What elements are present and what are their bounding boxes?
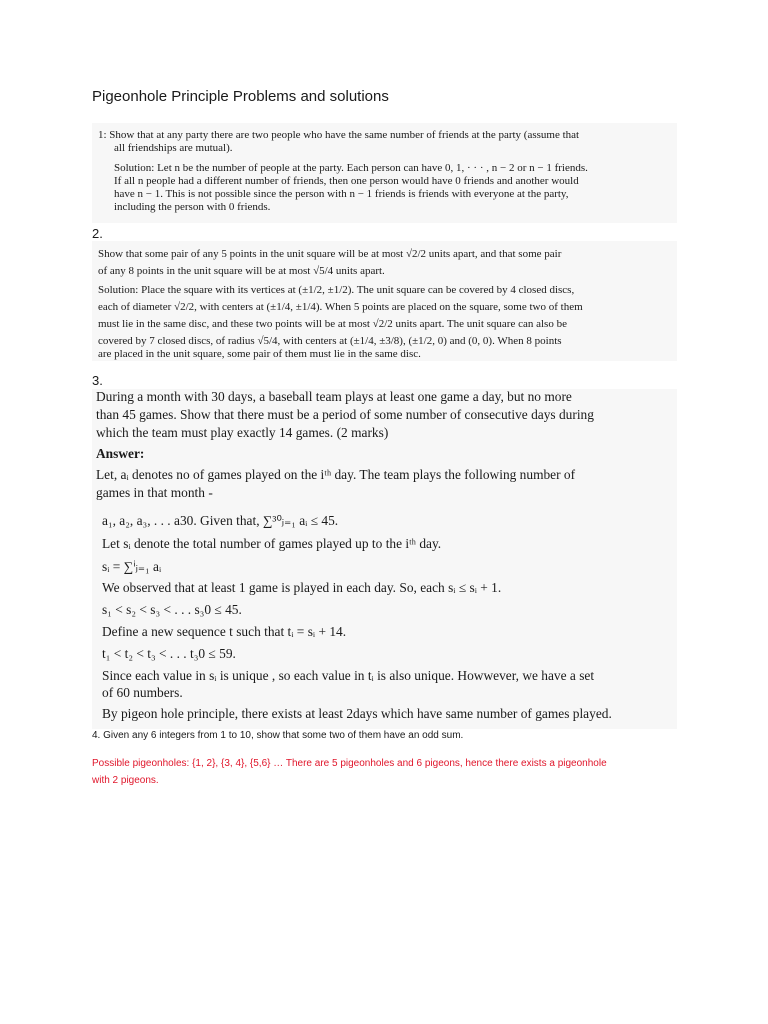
problem-3-line: Let sᵢ denote the total number of games played up to the iᵗʰ day. [102,536,442,551]
problem-1-line: all friendships are mutual). [114,142,233,154]
problem-3-line: By pigeon hole principle, there exists at least 2days which have same number of games played. [102,706,612,721]
problem-1-line: Solution: Let n be the number of people at the party. Each person can have 0, 1, · · · , n − 2 or n − 1 friends. [114,162,588,174]
problem-2-line: must lie in the same disc, and these two points will be at most √2/2 units apart. The unit square can also be [98,318,567,330]
problem-2-line: each of diameter √2/2, with centers at (±1/4, ±1/4). When 5 points are placed on the square, some two of them [98,301,583,313]
problem-3-line: Let, aᵢ denotes no of games played on the iᵗʰ day. The team plays the following number of [96,467,576,482]
problem-2-line: Solution: Place the square with its vertices at (±1/2, ±1/2). The unit square can be covered by 4 closed discs, [98,284,575,296]
problem-1-line: including the person with 0 friends. [114,201,271,213]
problem-2-line: covered by 7 closed discs, of radius √5/4, with centers at (±1/4, ±3/8), (±1/2, 0) and (0, 0). When 8 points [98,335,562,347]
problem-4-text: 4. Given any 6 integers from 1 to 10, show that some two of them have an odd sum. [92,730,464,741]
problem-3-line: During a month with 30 days, a baseball team plays at least one game a day, but no more [96,389,572,404]
problem-1-block [92,123,677,223]
problem-4-solution-line: with 2 pigeons. [92,775,159,786]
problem-3-line: Define a new sequence t such that tᵢ = sᵢ + 14. [102,624,347,639]
problem-2-number: 2. [92,226,103,241]
problem-1-line: have n − 1. This is not possible since the person with n − 1 friends is friends with everyone at the party, [114,188,569,200]
problem-1-line: If all n people had a different number of friends, then one person would have 0 friends and another would [114,175,579,187]
problem-3-line: of 60 numbers. [102,685,183,700]
problem-2-line: of any 8 points in the unit square will be at most √5/4 units apart. [98,265,385,277]
problem-2-line: are placed in the unit square, some pair of them must lie in the same disc. [98,348,421,360]
problem-3-line: games in that month - [96,485,213,500]
problem-3-line: a₁, a₂, a₃, . . . a30. Given that, ∑³⁰ⱼ₌₁ aᵢ ≤ 45. [102,513,339,528]
problem-3-block [92,389,677,729]
problem-3-line: Since each value in sᵢ is unique , so each value in tᵢ is also unique. Howwever, we have a set [102,668,595,683]
problem-3-line: which the team must play exactly 14 games. (2 marks) [96,425,389,440]
problem-1-line: 1: Show that at any party there are two people who have the same number of friends at the party (assume that [98,129,580,141]
problem-2-block [92,241,677,361]
answer-heading: Answer: [96,446,145,461]
problem-3-line: We observed that at least 1 game is played in each day. So, each sᵢ ≤ sᵢ + 1. [102,580,502,595]
problem-3-line: sᵢ = ∑ⁱⱼ₌₁ aᵢ [102,559,162,574]
problem-2-line: Show that some pair of any 5 points in the unit square will be at most √2/2 units apart, and that some pair [98,248,562,260]
problem-3-line: than 45 games. Show that there must be a period of some number of consecutive days during [96,407,594,422]
problem-3-line: s₁ < s₂ < s₃ < . . . s₃0 ≤ 45. [102,602,242,617]
page-title: Pigeonhole Principle Problems and solutions [92,88,389,105]
problem-3-number: 3. [92,373,103,388]
problem-3-line: t₁ < t₂ < t₃ < . . . t₃0 ≤ 59. [102,646,236,661]
problem-4-solution-line: Possible pigeonholes: {1, 2}, {3, 4}, {5,6} … There are 5 pigeonholes and 6 pigeons, hence there exists a pigeonhole [92,758,607,769]
